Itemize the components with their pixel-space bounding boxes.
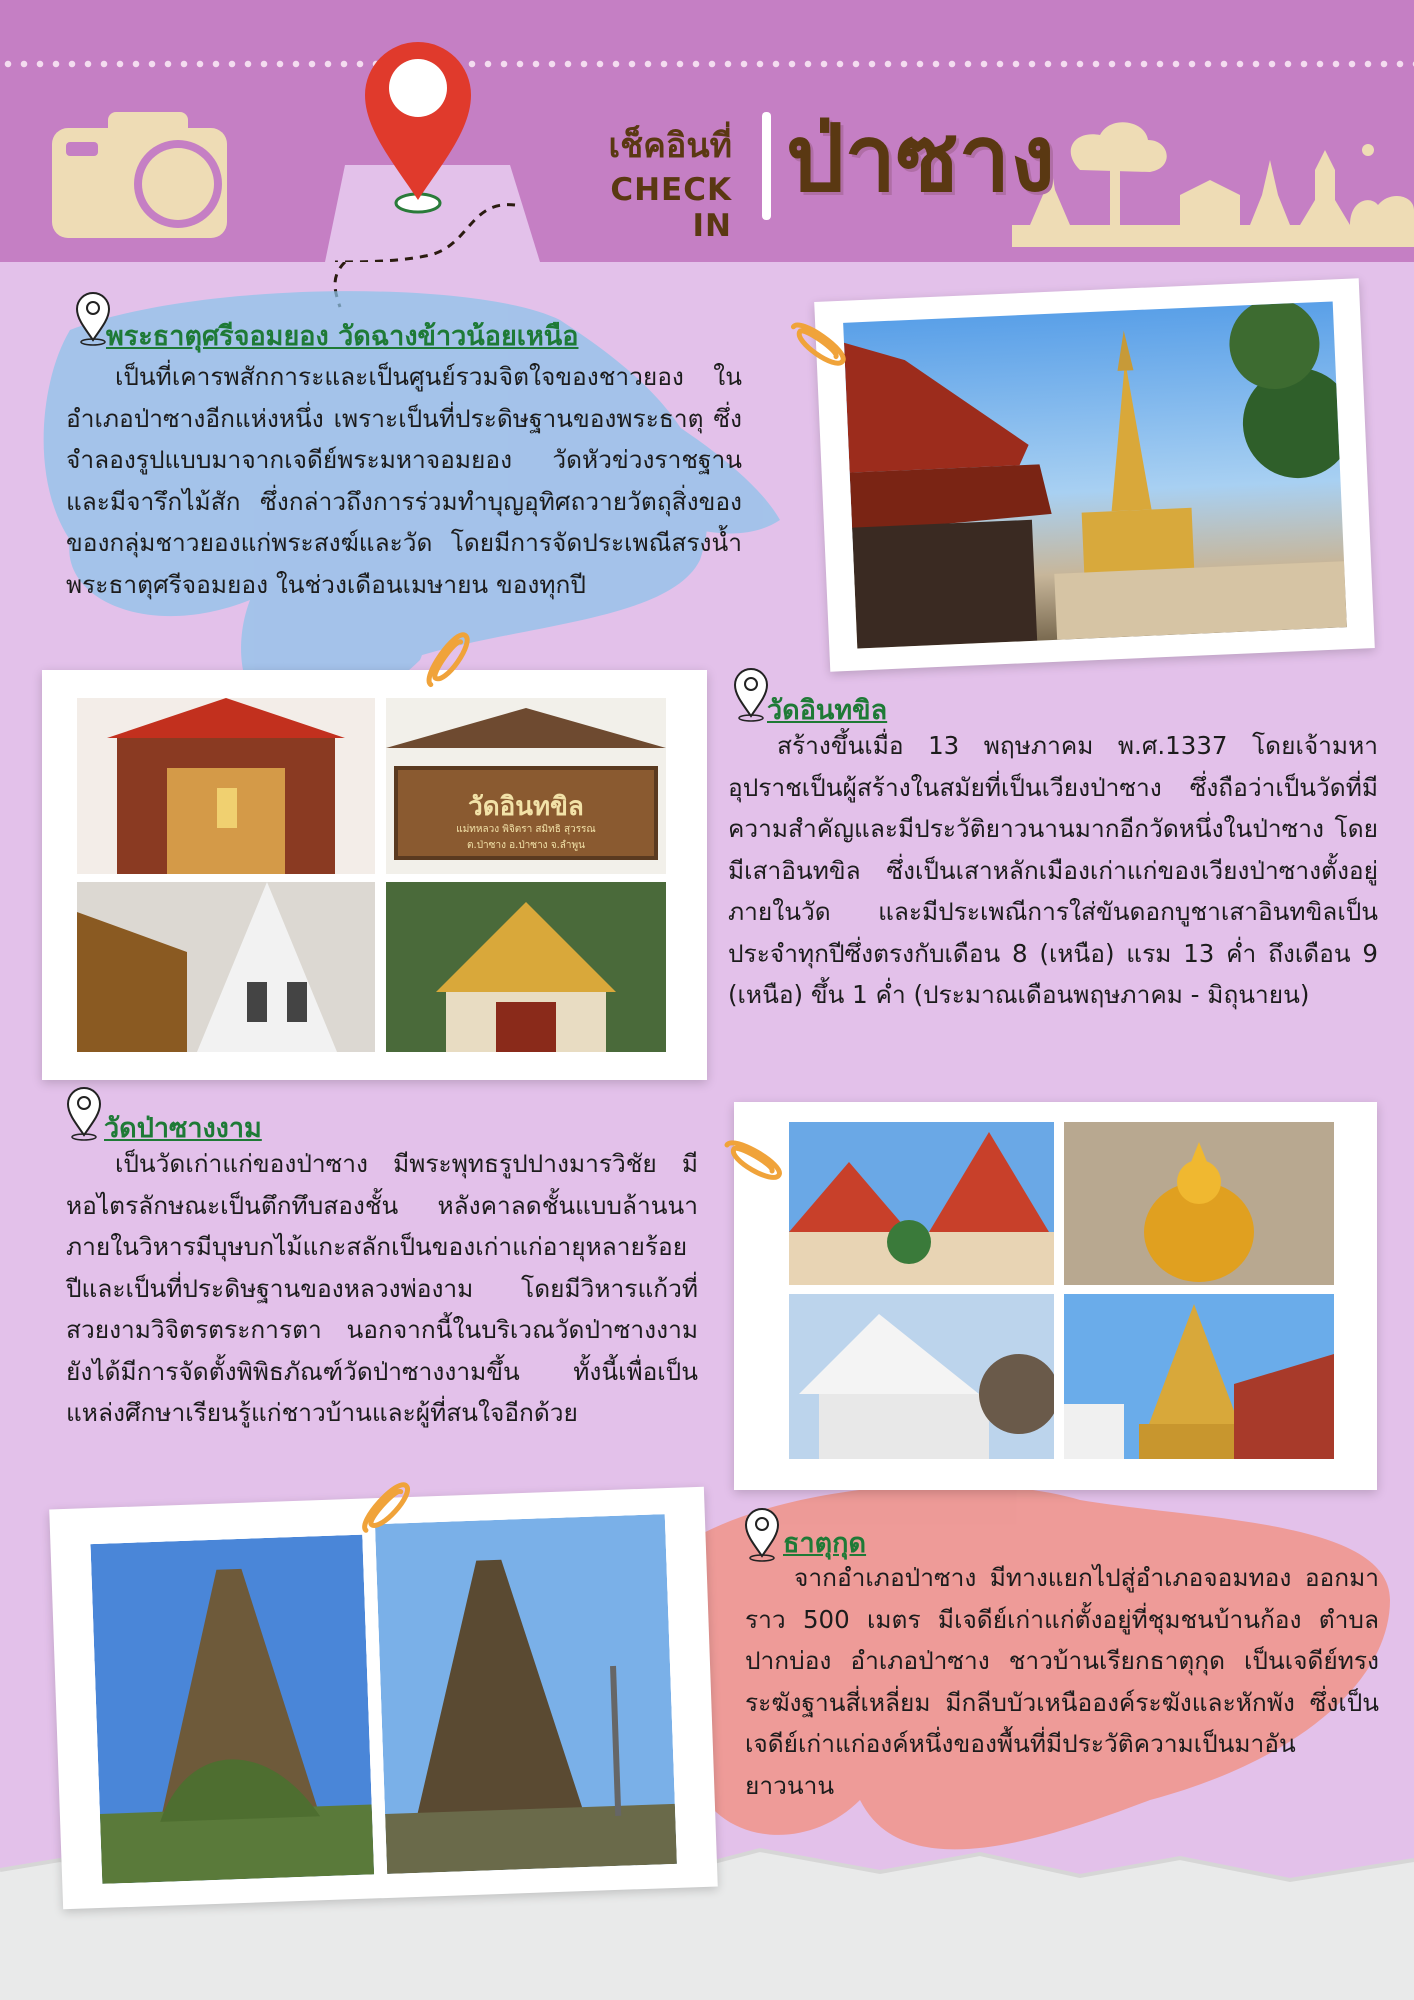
photo-wat-pa-sang-ngam-exterior: [789, 1122, 1054, 1285]
photo-wat-inthakhin-golden-shrine: [386, 882, 666, 1052]
section-title-that-kut: ธาตุกุด: [783, 1528, 867, 1559]
sign-temple-name: วัดอินทขิล: [468, 792, 584, 822]
map-pin-icon: [733, 668, 769, 722]
section-title-phrathat-sri-chom-yong: พระธาตุศรีจอมยอง วัดฉางข้าวน้อยเหนือ: [106, 321, 579, 352]
photo-chom-yong: [843, 301, 1347, 648]
photo-wat-inthakhin-sign: [386, 698, 666, 874]
photo-golden-chedi: [1064, 1294, 1334, 1459]
photo-frame-wat-inthakhin: [42, 670, 707, 1080]
section-body-phrathat-sri-chom-yong: เป็นที่เคารพสักการะและเป็นศูนย์รวมจิตใจของชาวยอง ในอำเภอป่าซางอีกแห่งหนึ่ง เพราะเป็นที่ประดิษฐานของพระธาตุ ซึ่งจำลองรูปแบบมาจากเจดีย์พระมหาจอมยอง วัดหัวข่วงราชฐาน และมีจารึกไม้สัก ซึ่งกล่าวถึงการร่วมทำบุญอุทิศถวายวัตถุสิ่งของของกลุ่มชาวยองแก่พระสงฆ์และวัด โดยมีการจัดประเพณีสรงน้ำพระธาตุศรีจอมยอง ในช่วงเดือนเมษายน ของทุกปี: [66, 362, 742, 599]
photo-wat-inthakhin-pavilion: [77, 698, 375, 874]
photo-white-vihara: [789, 1294, 1054, 1459]
checkin-thai-label: เช็คอินที่: [608, 126, 732, 166]
sign-location-line: ต.ป่าซาง อ.ป่าซาง จ.ลำพูน: [467, 840, 585, 851]
section-title-wat-inthakhin: วัดอินทขิล: [767, 695, 888, 726]
photo-that-kut-1: [90, 1535, 374, 1884]
photo-frame-chom-yong: [814, 278, 1375, 671]
map-pin-icon: [66, 1087, 102, 1141]
photo-that-kut-2: [375, 1514, 677, 1874]
section-title-wat-pa-sang-ngam: วัดป่าซางงาม: [104, 1113, 262, 1144]
sign-donor-line: แม่ทหลวง พิจิตรา สมิทธิ สุวรรณ: [456, 824, 596, 835]
checkin-english-label: CHECK IN: [610, 172, 732, 244]
section-body-that-kut: จากอำเภอป่าซาง มีทางแยกไปสู่อำเภอจอมทอง ออกมาราว 500 เมตร มีเจดีย์เก่าแก่ตั้งอยู่ที่ชุมชนบ้านก้อง ตำบลปากบ่อง อำเภอป่าซาง ชาวบ้านเรียกธาตุกุด เป็นเจดีย์ทรงระฆังฐานสี่เหลี่ยม มีกลีบบัวเหนือองค์ระฆังและหักพัง ซึ่งเป็นเจดีย์เก่าแก่องค์หนึ่งของพื้นที่มีประวัติความเป็นมาอันยาวนาน: [745, 1563, 1379, 1800]
photo-frame-wat-pa-sang-ngam: [734, 1102, 1377, 1490]
photo-wat-inthakhin-white-chedi: [77, 882, 375, 1052]
section-body-wat-inthakhin: สร้างขึ้นเมื่อ 13 พฤษภาคม พ.ศ.1337 โดยเจ้ามหาอุปราชเป็นผู้สร้างในสมัยที่เป็นเวียงป่าซาง ซึ่งถือว่าเป็นวัดที่มีความสำคัญและมีประวัติยาวนานมากอีกวัดหนึ่งในป่าซาง โดยมีเสาอินทขิล ซึ่งเป็นเสาหลักเมืองเก่าแก่ของเวียงป่าซางตั้งอยู่ภายในวัด และมีประเพณีการใส่ขันดอกบูชาเสาอินทขิลเป็นประจำทุกปีซึ่งตรงกับเดือน 8 (เหนือ) แรม 13 ค่ำ ถึงเดือน 9 (เหนือ) ขึ้น 1 ค่ำ (ประมาณเดือนพฤษภาคม - มิถุนายน): [728, 731, 1378, 1009]
section-body-wat-pa-sang-ngam: เป็นวัดเก่าแก่ของป่าซาง มีพระพุทธรูปปางมารวิชัย มีหอไตรลักษณะเป็นตึกทึบสองชั้น หลังคาลดชั้นแบบล้านนา ภายในวิหารมีบุษบกไม้แกะสลักเป็นของเก่าแก่อายุหลายร้อยปีและเป็นที่ประดิษฐานของหลวงพ่องาม โดยมีวิหารแก้วที่สวยงามวิจิตรตระการตา นอกจากนี้ในบริเวณวัดป่าซางงาม ยังได้มีการจัดตั้งพิพิธภัณฑ์วัดป่าซางงามขึ้น ทั้งนี้เพื่อเป็นแหล่งศึกษาเรียนรู้แก่ชาวบ้านและผู้ที่สนใจอีกด้วย: [66, 1149, 698, 1427]
map-pin-icon: [744, 1508, 780, 1562]
photo-frame-that-kut: [49, 1487, 718, 1910]
page-title: ป่าซาง: [786, 105, 1056, 212]
photo-golden-buddha: [1064, 1122, 1334, 1285]
